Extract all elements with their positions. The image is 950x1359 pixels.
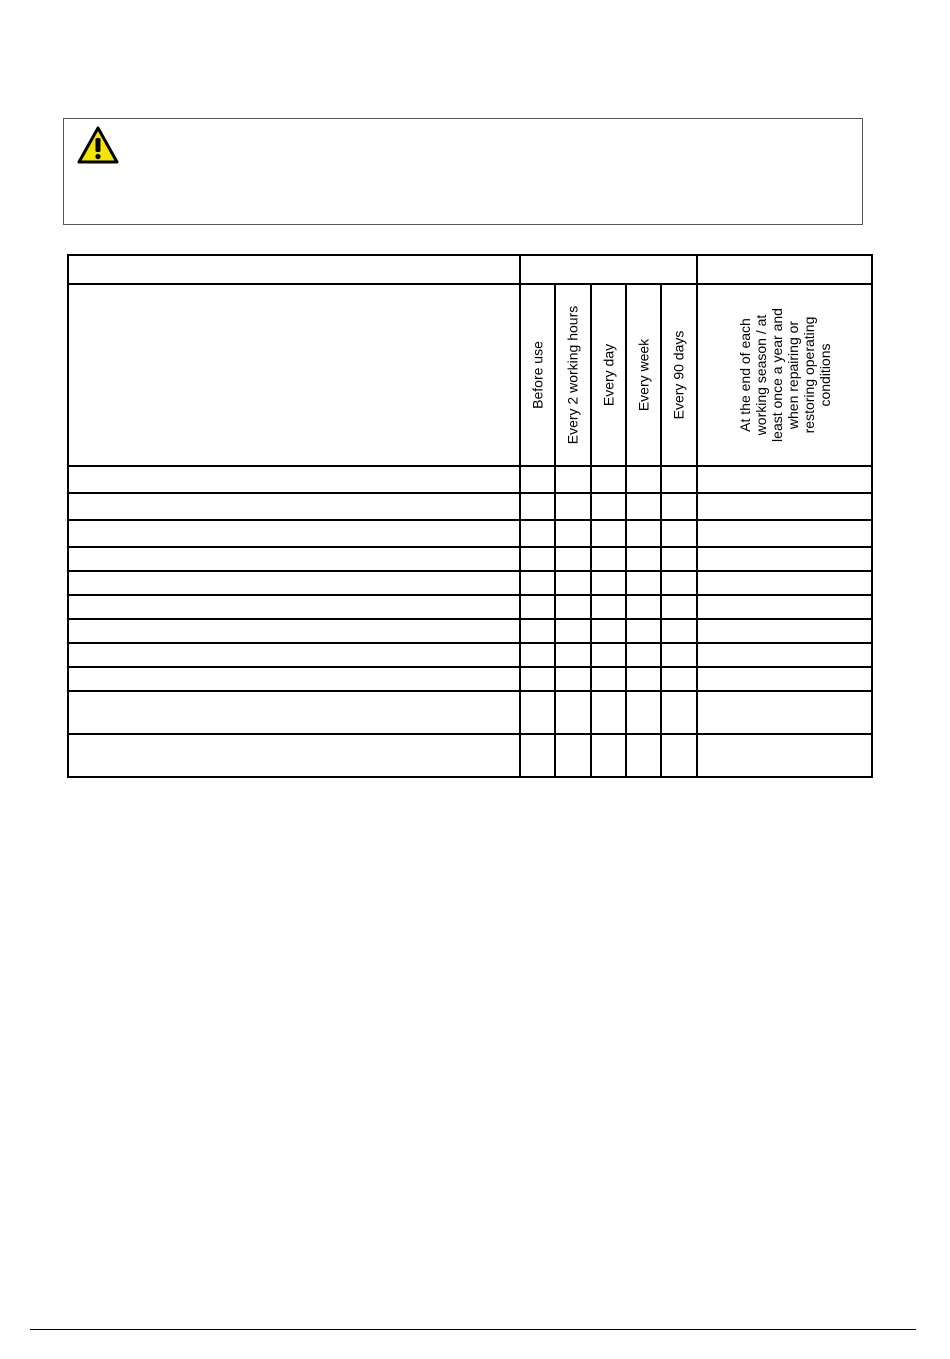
table-row [68,691,872,734]
row-check-cell [626,520,661,547]
row-item-cell [68,547,520,571]
row-check-cell [591,547,626,571]
row-check-cell [661,734,697,777]
row-check-cell [520,547,555,571]
row-check-cell [661,667,697,691]
row-check-cell [697,595,872,619]
maintenance-schedule-table [67,254,873,778]
row-item-cell [68,493,520,520]
row-item-cell [68,571,520,595]
interval-header-row [68,284,872,466]
table-header-row [68,255,872,284]
interval-end-of-season: At the end of each working season / at least once a year and when repairing or restoring operating conditions [736,308,833,442]
row-check-cell [626,466,661,493]
row-check-cell [520,667,555,691]
row-check-cell [555,691,591,734]
row-check-cell [591,619,626,643]
row-check-cell [520,643,555,667]
interval-header-cell [626,284,661,466]
row-check-cell [591,493,626,520]
row-check-cell [555,643,591,667]
table-row [68,595,872,619]
interval-header-cell [697,284,872,466]
table-row [68,493,872,520]
row-item-cell [68,520,520,547]
row-check-cell [661,493,697,520]
interval-every-day: Every day [600,343,616,407]
row-check-cell [697,667,872,691]
row-item-cell [68,466,520,493]
table-row [68,466,872,493]
interval-header-cell [591,284,626,466]
interval-header-cell [555,284,591,466]
table-row [68,547,872,571]
row-check-cell [697,643,872,667]
row-check-cell [661,520,697,547]
row-check-cell [591,667,626,691]
interval-every-week: Every week [635,338,651,412]
row-check-cell [626,691,661,734]
header-item-cell [68,255,520,284]
table-row [68,571,872,595]
header-frequency-cell [520,255,697,284]
row-check-cell [591,691,626,734]
row-check-cell [697,734,872,777]
interval-every-90-days: Every 90 days [670,330,687,420]
row-check-cell [626,595,661,619]
row-check-cell [555,595,591,619]
interval-header-cell [661,284,697,466]
row-check-cell [697,547,872,571]
row-check-cell [520,466,555,493]
row-check-cell [661,691,697,734]
row-item-cell [68,667,520,691]
row-check-cell [591,466,626,493]
row-check-cell [661,619,697,643]
row-check-cell [697,691,872,734]
row-check-cell [591,571,626,595]
row-check-cell [520,691,555,734]
row-check-cell [555,619,591,643]
row-check-cell [626,547,661,571]
row-check-cell [591,595,626,619]
row-check-cell [591,734,626,777]
row-check-cell [661,643,697,667]
row-check-cell [626,643,661,667]
table-row [68,667,872,691]
row-check-cell [520,493,555,520]
row-item-cell [68,734,520,777]
row-check-cell [697,520,872,547]
row-item-cell [68,691,520,734]
row-check-cell [555,520,591,547]
row-check-cell [661,571,697,595]
row-check-cell [555,466,591,493]
row-check-cell [591,643,626,667]
row-check-cell [697,493,872,520]
interval-header-cell [520,284,555,466]
row-check-cell [520,571,555,595]
row-check-cell [661,595,697,619]
row-item-cell [68,619,520,643]
row-check-cell [520,619,555,643]
table-row [68,734,872,777]
row-check-cell [697,466,872,493]
row-check-cell [661,547,697,571]
row-check-cell [520,520,555,547]
row-check-cell [555,493,591,520]
footer-rule [30,1329,916,1330]
row-check-cell [555,734,591,777]
row-check-cell [697,571,872,595]
row-check-cell [626,667,661,691]
item-column-header [68,284,520,466]
row-check-cell [520,734,555,777]
row-item-cell [68,643,520,667]
header-season-cell [697,255,872,284]
table-row [68,619,872,643]
row-check-cell [555,547,591,571]
warning-box [63,118,863,225]
interval-before-use: Before use [529,341,545,409]
row-check-cell [591,520,626,547]
warning-triangle-icon [76,125,120,165]
row-check-cell [626,493,661,520]
row-check-cell [626,619,661,643]
row-check-cell [661,466,697,493]
interval-every-2-hours: Every 2 working hours [564,305,581,445]
table-row [68,520,872,547]
row-check-cell [555,571,591,595]
row-item-cell [68,595,520,619]
row-check-cell [626,734,661,777]
row-check-cell [626,571,661,595]
row-check-cell [520,595,555,619]
row-check-cell [555,667,591,691]
table-row [68,643,872,667]
row-check-cell [697,619,872,643]
